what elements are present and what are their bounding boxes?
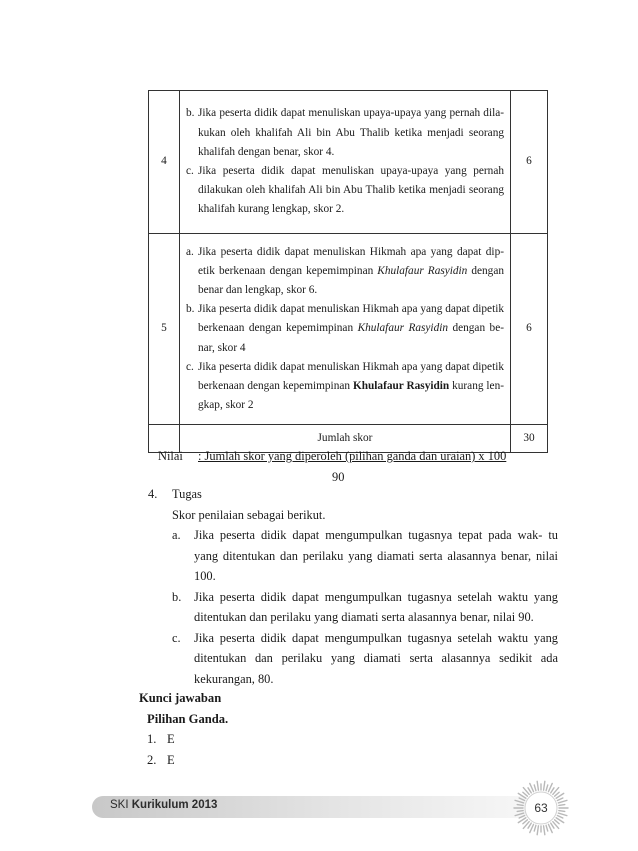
formula-numerator: : Jumlah skor yang diperoleh (pilihan ganda dan uraian) x 100 bbox=[198, 449, 507, 463]
item-letter: b. bbox=[186, 303, 195, 316]
row-score: 6 bbox=[511, 91, 548, 234]
option-text: Jika peserta didik dapat mengumpulkan tugasnya tepat pada wak- tu yang ditentukan dan perilaku yang diamati serta alasannya benar, nilai 100. bbox=[194, 528, 558, 583]
answer-value: E bbox=[167, 752, 175, 767]
item-letter: c. bbox=[186, 165, 194, 177]
item-text-strong: Khulafaur Rasyidin bbox=[352, 380, 450, 392]
footer-prefix: SKI bbox=[110, 799, 129, 811]
total-value: 30 bbox=[511, 425, 548, 453]
list-item bbox=[186, 358, 504, 416]
section-title: Tugas bbox=[172, 487, 202, 501]
list-item bbox=[186, 300, 504, 358]
item-text-pre: Jika peserta didik dapat menuliskan Hikmah apa yang dapat dipetik berkenaan dengan kepemimpinan bbox=[198, 303, 504, 335]
option-letter: c. bbox=[172, 630, 181, 645]
option-letter: a. bbox=[172, 528, 181, 542]
answer-number: 2. bbox=[147, 752, 157, 767]
section-intro: Skor penilaian sebagai berikut. bbox=[172, 507, 326, 522]
row-score: 6 bbox=[511, 234, 548, 425]
answer-key bbox=[139, 688, 439, 770]
tugas-section bbox=[148, 484, 558, 689]
option-letter: b. bbox=[172, 589, 182, 604]
item-text bbox=[198, 358, 504, 416]
item-letter: a. bbox=[186, 245, 194, 258]
answer-number: 1. bbox=[147, 732, 157, 746]
item-text-pre: Jika peserta didik dapat menuliskan Hikmah apa yang dapat dipetik berkenaan dengan kepemimpinan bbox=[198, 360, 504, 392]
answer-value: E bbox=[167, 732, 175, 746]
table-row bbox=[149, 91, 548, 234]
list-item bbox=[148, 628, 558, 690]
item-text-post: kurang len- gkap, skor 2 bbox=[198, 380, 504, 412]
answer-key-title: Kunci jawaban bbox=[139, 691, 222, 705]
item-text: Jika peserta didik dapat menuliskan upaya-upaya yang pernah dila- kukan oleh khalifah Ali bin Abu Thalib ketika menjadi seorang khalifah dengan benar, skor 4. bbox=[198, 107, 504, 158]
row-number: 4 bbox=[149, 91, 180, 234]
total-label: Jumlah skor bbox=[180, 425, 511, 453]
footer-title: Kurikulum 2013 bbox=[131, 799, 218, 811]
table-row bbox=[149, 234, 548, 425]
formula-denominator: 90 bbox=[332, 469, 345, 484]
list-item bbox=[186, 104, 504, 162]
item-text-pre: Jika peserta didik dapat menuliskan Hikmah apa yang dapat dip- etik berkenaan dengan kepemimpinan bbox=[198, 245, 504, 277]
page-number: 63 bbox=[534, 801, 548, 815]
item-text bbox=[198, 300, 504, 358]
list-item bbox=[139, 729, 439, 750]
score-formula bbox=[158, 446, 528, 487]
option-text: Jika peserta didik dapat mengumpulkan tugasnya setelah waktu yang ditentukan dan perilaku yang diamati serta alasannya sedikit ada kekurangan, 80. bbox=[194, 630, 558, 686]
item-letter: c. bbox=[186, 360, 194, 373]
criteria-cell bbox=[180, 234, 511, 425]
answer-key-subtitle: Pilihan Ganda. bbox=[147, 711, 229, 726]
list-item bbox=[148, 525, 558, 587]
list-item bbox=[139, 750, 439, 771]
row-number: 5 bbox=[149, 234, 180, 425]
footer-label bbox=[110, 799, 217, 811]
list-item bbox=[148, 587, 558, 628]
formula-label: Nilai bbox=[158, 449, 183, 463]
section-number: 4. bbox=[148, 487, 158, 501]
item-text-post: dengan benar dan lengkap, skor 6. bbox=[198, 264, 504, 296]
item-text-post: dengan be- nar, skor 4 bbox=[198, 322, 504, 354]
item-text bbox=[198, 243, 504, 301]
item-text: Jika peserta didik dapat menuliskan upaya-upaya yang pernah dilakukan oleh khalifah Ali bin Abu Thalib ketika menjadi seorang khalifah kurang lengkap, skor 2. bbox=[198, 165, 504, 216]
criteria-cell bbox=[180, 91, 511, 234]
item-letter: b. bbox=[186, 107, 195, 120]
list-item bbox=[186, 162, 504, 220]
item-text-emphasis: Khulafaur Rasyidin bbox=[357, 322, 449, 335]
list-item bbox=[186, 243, 504, 301]
item-text-emphasis: Khulafaur Rasyidin bbox=[377, 264, 468, 277]
rubric-table bbox=[148, 90, 548, 453]
option-text: Jika peserta didik dapat mengumpulkan tugasnya setelah waktu yang ditentukan dan perilaku yang diamati serta alasannya benar, nilai 90. bbox=[194, 589, 558, 624]
